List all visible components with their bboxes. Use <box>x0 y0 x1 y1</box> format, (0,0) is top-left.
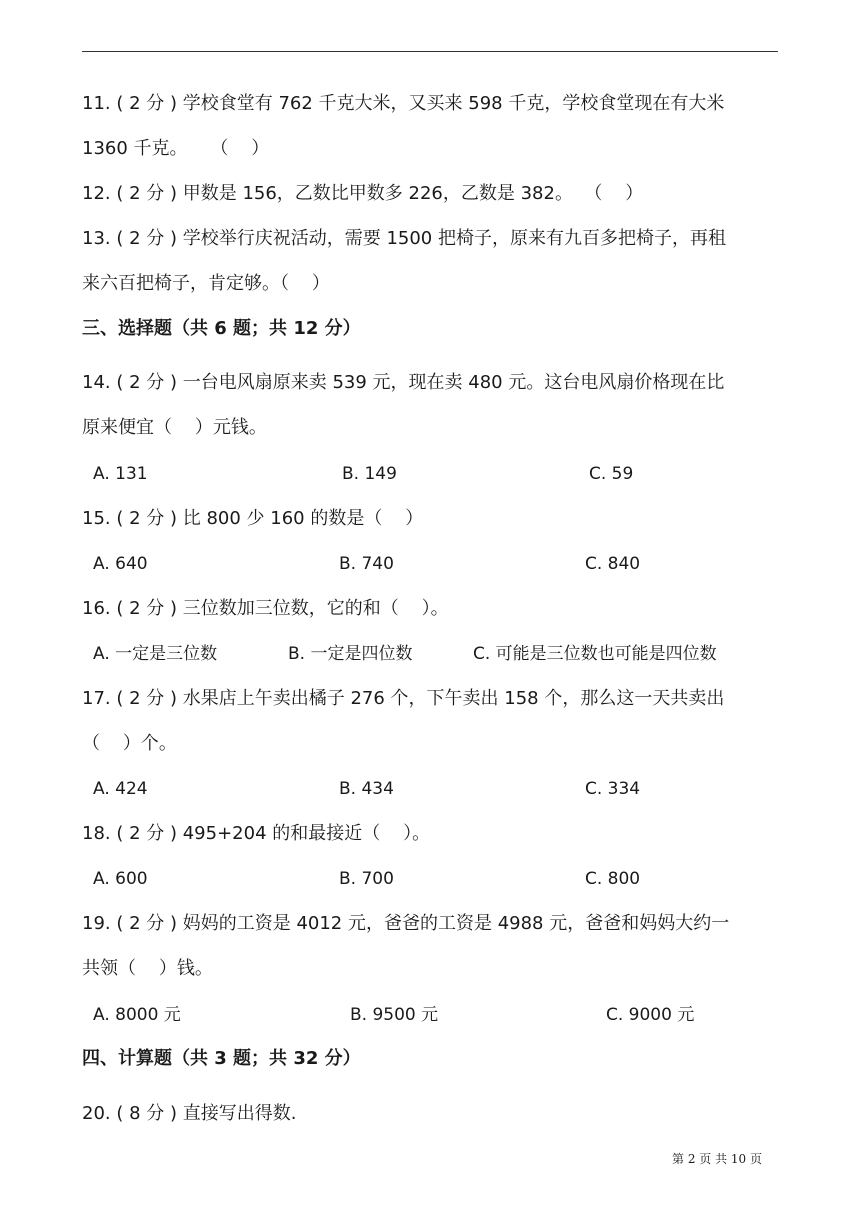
q19-option-a: A. 8000 元 <box>93 1005 181 1025</box>
q18-option-b: B. 700 <box>339 869 394 889</box>
q16-option-b: B. 一定是四位数 <box>288 644 413 664</box>
q17-option-c: C. 334 <box>585 779 641 799</box>
q16-option-c: C. 可能是三位数也可能是四位数 <box>473 644 717 664</box>
question-17-line-2: （ ）个。 <box>82 733 177 754</box>
q17-option-b: B. 434 <box>339 779 394 799</box>
question-14-line-2: 原来便宜（ ）元钱。 <box>82 417 267 438</box>
q14-option-a: A. 131 <box>93 464 148 484</box>
question-14-line-1: 14. ( 2 分 ) 一台电风扇原来卖 539 元，现在卖 480 元。这台电风扇价格现在比 <box>82 372 725 393</box>
section-4-title: 四、计算题（共 3 题；共 32 分） <box>82 1048 361 1069</box>
q14-option-b: B. 149 <box>342 464 397 484</box>
question-11-line-2: 1360 千克。 （ ） <box>82 138 270 159</box>
question-15: 15. ( 2 分 ) 比 800 少 160 的数是（ ） <box>82 508 424 529</box>
q19-option-b: B. 9500 元 <box>350 1005 439 1025</box>
q17-option-a: A. 424 <box>93 779 148 799</box>
question-19-line-2: 共领（ ）钱。 <box>82 958 213 979</box>
page-number: 第 2 页 共 10 页 <box>672 1152 762 1166</box>
q15-option-c: C. 840 <box>585 554 641 574</box>
section-3-title: 三、选择题（共 6 题；共 12 分） <box>82 318 361 339</box>
question-18: 18. ( 2 分 ) 495+204 的和最接近（ ）。 <box>82 823 431 844</box>
question-17-line-1: 17. ( 2 分 ) 水果店上午卖出橘子 276 个，下午卖出 158 个，那么这一天共卖出 <box>82 688 725 709</box>
q14-option-c: C. 59 <box>589 464 634 484</box>
q18-option-a: A. 600 <box>93 869 148 889</box>
q15-option-b: B. 740 <box>339 554 394 574</box>
question-13-line-2: 来六百把椅子，肯定够。（ ） <box>82 273 330 294</box>
question-16: 16. ( 2 分 ) 三位数加三位数，它的和（ ）。 <box>82 598 449 619</box>
question-11-line-1: 11. ( 2 分 ) 学校食堂有 762 千克大米，又买来 598 千克，学校食堂现在有大米 <box>82 93 725 114</box>
question-13-line-1: 13. ( 2 分 ) 学校举行庆祝活动，需要 1500 把椅子，原来有九百多把椅子，再租 <box>82 228 726 249</box>
header-rule <box>82 51 778 52</box>
q16-option-a: A. 一定是三位数 <box>93 644 218 664</box>
question-19-line-1: 19. ( 2 分 ) 妈妈的工资是 4012 元，爸爸的工资是 4988 元，爸爸和妈妈大约一 <box>82 913 730 934</box>
q19-option-c: C. 9000 元 <box>606 1005 695 1025</box>
question-20: 20. ( 8 分 ) 直接写出得数. <box>82 1103 297 1124</box>
question-12: 12. ( 2 分 ) 甲数是 156，乙数比甲数多 226，乙数是 382。 （ ） <box>82 183 644 204</box>
q15-option-a: A. 640 <box>93 554 148 574</box>
q18-option-c: C. 800 <box>585 869 641 889</box>
